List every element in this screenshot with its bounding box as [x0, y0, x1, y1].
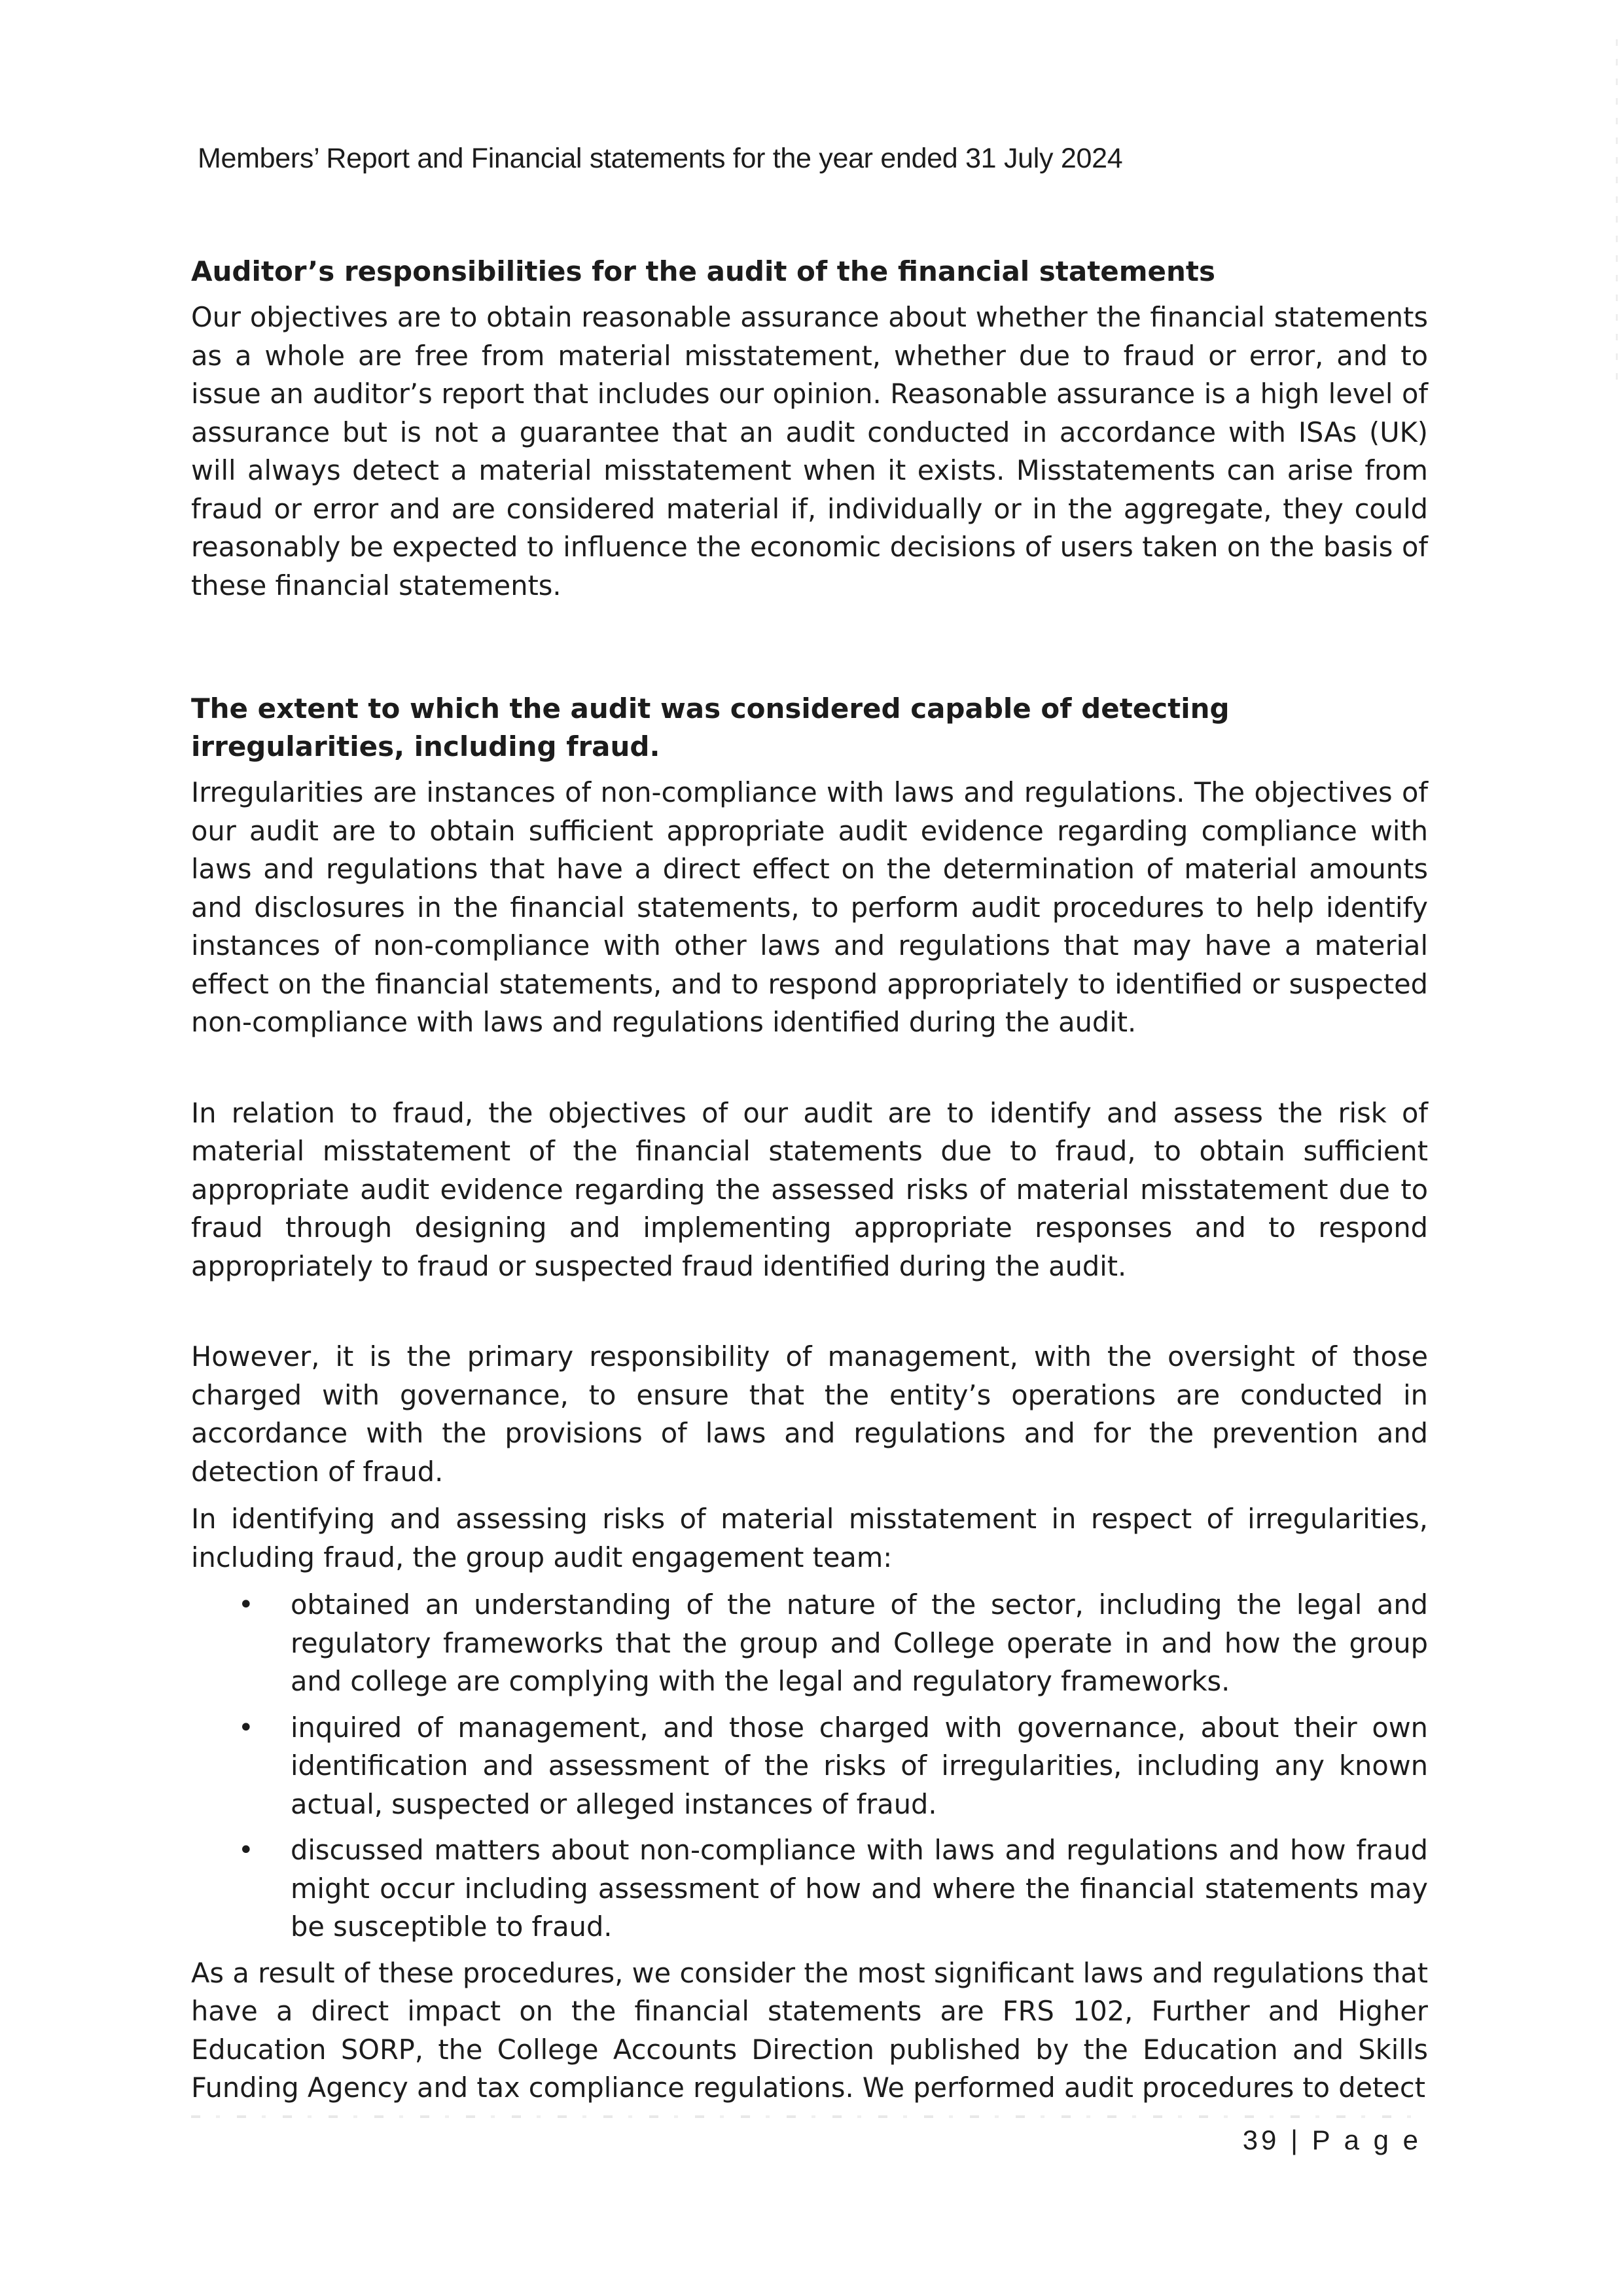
scan-edge-artifact: [1616, 39, 1618, 380]
paragraph-irregularities: Irregularities are instances of non-compliance with laws and regulations. The objectives of our audit are to obtain sufficient appropriate audit evidence regarding compliance with laws and regulations that have a direct effect on the determination of material amounts and disclosures in the financial statements, to perform audit procedures to help identify instances of non-compliance with other laws and regulations that may have a material effect on the financial statements, and to respond appropriately to identified or suspected non-compliance with laws and regulations identified during the audit.: [191, 776, 1428, 1038]
list-item-text: discussed matters about non-compliance with laws and regulations and how fraud might occur including assessment of how and where the financial statements may be susceptible to fraud.: [291, 1834, 1428, 1943]
bullet-icon: •: [238, 1590, 254, 1620]
procedures-list: [191, 1586, 1428, 1946]
paragraph-significant-laws: As a result of these procedures, we consider the most significant laws and regulations that have a direct impact on the financial statements are FRS 102, Further and Higher Education SORP, the College Accounts Direction published by the Education and Skills Funding Agency and tax compliance regulations. We performed audit procedures to detect: [191, 1956, 1428, 2104]
paragraph-objectives: Our objectives are to obtain reasonable assurance about whether the financial statements as a whole are free from material misstatement, whether due to fraud or error, and to issue an auditor’s report that includes our opinion. Reasonable assurance is a high level of assurance but is not a guarantee that an audit conducted in accordance with ISAs (UK) will always detect a material misstatement when it exists. Misstatements can arise from fraud or error and are considered material if, individually or in the aggregate, they could reasonably be expected to influence the economic decisions of users taken on the basis of these financial statements.: [191, 301, 1428, 601]
list-item-text: inquired of management, and those charged with governance, about their own identification and assessment of the risks of irregularities, including any known actual, suspected or alleged instances of fraud.: [291, 1711, 1428, 1820]
page-number: 39 | P a g e: [1242, 2125, 1421, 2155]
list-item: [191, 1831, 1428, 1946]
section-heading-auditor-responsibilities: Auditor’s responsibilities for the audit of the financial statements: [191, 255, 1216, 287]
document-body: [191, 253, 1428, 2108]
section-heading-irregularities: The extent to which the audit was considered capable of detecting irregularities, including fraud.: [191, 692, 1230, 762]
scan-line-artifact: [191, 2115, 1428, 2118]
bullet-icon: •: [238, 1835, 254, 1865]
list-item: [191, 1709, 1428, 1824]
paragraph-fraud-objectives: In relation to fraud, the objectives of our audit are to identify and assess the risk of material misstatement of the financial statements due to fraud, to obtain sufficient appropriate audit evidence regarding the assessed risks of material misstatement due to fraud through designing and implementing appropriate responses and to respond appropriately to fraud or suspected fraud identified during the audit.: [191, 1096, 1428, 1282]
paragraph-management-responsibility: However, it is the primary responsibility of management, with the oversight of those charged with governance, to ensure that the entity’s operations are conducted in accordance with the provisions of laws and regulations and for the prevention and detection of fraud.: [191, 1340, 1428, 1488]
paragraph-identifying-risks: In identifying and assessing risks of material misstatement in respect of irregularities, including fraud, the group audit engagement team:: [191, 1503, 1428, 1573]
list-item: [191, 1586, 1428, 1701]
bullet-icon: •: [238, 1712, 254, 1743]
list-item-text: obtained an understanding of the nature of the sector, including the legal and regulatory frameworks that the group and College operate in and how the group and college are complying with the legal and regulatory frameworks.: [291, 1588, 1428, 1697]
running-header: Members’ Report and Financial statements for the year ended 31 July 2024: [198, 143, 1123, 174]
